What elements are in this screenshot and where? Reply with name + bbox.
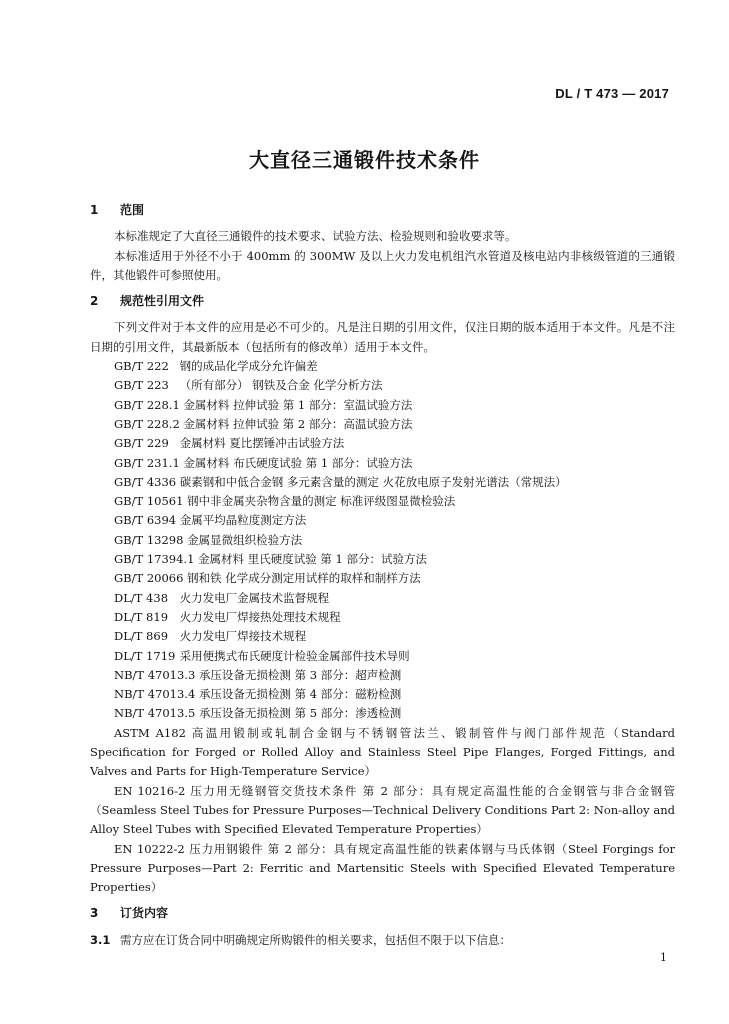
reference-title: 金属材料 里氏硬度试验 第 1 部分：试验方法 <box>198 552 427 567</box>
document-title: 大直径三通锻件技术条件 <box>249 148 480 172</box>
reference-title: 承压设备无损检测 第 5 部分：渗透检测 <box>198 706 402 721</box>
reference-title: 金属显微组织检验方法 <box>187 532 303 547</box>
reference-item <box>90 531 675 550</box>
reference-title: 钢和铁 化学成分测定用试样的取样和制样方法 <box>187 571 421 586</box>
reference-item <box>90 492 675 511</box>
reference-item <box>90 550 675 569</box>
reference-code: DL/T 819 <box>114 609 169 624</box>
section-number: 2 <box>90 294 99 309</box>
reference-list <box>90 357 675 724</box>
section-title: 规范性引用文件 <box>120 294 205 309</box>
reference-title: （所有部分） 钢铁及合金 化学分析方法 <box>179 378 383 393</box>
reference-title: 承压设备无损检测 第 3 部分：超声检测 <box>198 667 402 682</box>
reference-title: 钢的成品化学成分允许偏差 <box>179 359 318 374</box>
reference-title: 火力发电厂金属技术监督规程 <box>179 590 330 605</box>
reference-code: GB/T 222 <box>114 359 169 374</box>
reference-item <box>90 376 675 395</box>
reference-code: GB/T 228.1 <box>114 397 180 412</box>
reference-code: GB/T 20066 <box>114 571 184 586</box>
section-2-heading <box>90 292 675 311</box>
reference-item <box>90 357 675 376</box>
clause-text: 需方应在订货合同中明确规定所购锻件的相关要求，包括但不限于以下信息： <box>120 932 511 947</box>
section-title: 订货内容 <box>120 906 169 921</box>
reference-item <box>90 454 675 473</box>
reference-code: NB/T 47013.3 <box>114 667 196 682</box>
reference-title: 火力发电厂焊接热处理技术规程 <box>179 609 341 624</box>
reference-title: 承压设备无损检测 第 4 部分：磁粉检测 <box>198 687 402 702</box>
section-number: 1 <box>90 203 99 217</box>
reference-code: GB/T 10561 <box>114 494 184 509</box>
section-number: 3 <box>90 906 99 921</box>
reference-item <box>90 589 675 608</box>
reference-item <box>90 415 675 434</box>
reference-item <box>90 396 675 415</box>
reference-item <box>90 627 675 646</box>
reference-item <box>90 647 675 666</box>
reference-title: 金属材料 布氏硬度试验 第 1 部分：试验方法 <box>183 455 413 470</box>
reference-code: GB/T 6394 <box>114 513 177 528</box>
clause-3-1 <box>90 931 675 950</box>
section-3-heading <box>90 904 675 923</box>
reference-title: 采用便携式布氏硬度计检验金属部件技术导则 <box>179 648 410 663</box>
reference-code: GB/T 4336 <box>114 474 177 489</box>
reference-item <box>90 511 675 530</box>
document-body <box>90 201 675 950</box>
clause-number: 3.1 <box>90 932 111 947</box>
reference-title: 金属材料 拉伸试验 第 1 部分：室温试验方法 <box>183 397 413 412</box>
section-1-heading <box>90 201 675 220</box>
reference-title: 金属材料 夏比摆锤冲击试验方法 <box>179 436 345 451</box>
reference-code: DL/T 438 <box>114 590 169 605</box>
reference-title: 金属材料 拉伸试验 第 2 部分：高温试验方法 <box>183 416 413 431</box>
reference-item <box>90 569 675 588</box>
reference-astm-a182: ASTM A182 高温用锻制或轧制合金钢与不锈钢管法兰、锻制管件与阀门部件规范（Standard Specification for Forged or Rolled Alloy and Stainless Steel Pipe Flanges, Forged Fittings, and Valves and Parts for High-Temperature Service） <box>90 725 675 779</box>
reference-code: GB/T 17394.1 <box>114 552 195 567</box>
reference-item <box>90 666 675 685</box>
standard-code: DL / T 473 — 2017 <box>555 86 669 101</box>
reference-code: GB/T 229 <box>114 436 169 451</box>
reference-title: 钢中非金属夹杂物含量的测定 标准评级图显微检验法 <box>187 494 456 509</box>
reference-item <box>90 434 675 453</box>
reference-title: 碳素钢和中低合金钢 多元素含量的测定 火花放电原子发射光谱法（常规法） <box>179 474 567 489</box>
reference-item <box>90 473 675 492</box>
reference-item <box>90 704 675 723</box>
reference-code: GB/T 231.1 <box>114 455 180 470</box>
reference-en-10222-2: EN 10222-2 压力用钢锻件 第 2 部分：具有规定高温性能的铁素体钢与马氏体钢（Steel Forgings for Pressure Purposes—Part 2: Ferritic and Martensitic Steels with Specified Elevated Temperature Properties） <box>90 841 675 895</box>
section-title: 范围 <box>120 203 145 217</box>
reference-code: DL/T 1719 <box>114 648 176 663</box>
reference-code: GB/T 228.2 <box>114 416 180 431</box>
references-intro: 下列文件对于本文件的应用是必不可少的。凡是注日期的引用文件，仅注日期的版本适用于本文件。凡是不注日期的引用文件，其最新版本（包括所有的修改单）适用于本文件。 <box>90 320 675 354</box>
reference-code: NB/T 47013.5 <box>114 706 196 721</box>
reference-title: 金属平均晶粒度测定方法 <box>179 513 307 528</box>
reference-code: GB/T 223 <box>114 378 169 393</box>
scope-paragraph-1: 本标准规定了大直径三通锻件的技术要求、试验方法、检验规则和验收要求等。 <box>114 229 517 244</box>
scope-paragraph-2: 本标准适用于外径不小于 400mm 的 300MW 及以上火力发电机组汽水管道及核电站内非核级管道的三通锻件，其他锻件可参照使用。 <box>90 248 675 282</box>
reference-code: NB/T 47013.4 <box>114 687 196 702</box>
reference-item <box>90 608 675 627</box>
reference-en-10216-2: EN 10216-2 压力用无缝钢管交货技术条件 第 2 部分：具有规定高温性能的合金钢管与非合金钢管（Seamless Steel Tubes for Pressure Purposes—Technical Delivery Conditions Part 2: Non-alloy and Alloy Steel Tubes with Specified Elevated Temperature Properties） <box>90 783 675 837</box>
reference-code: GB/T 13298 <box>114 532 184 547</box>
reference-code: DL/T 869 <box>114 629 169 644</box>
reference-item <box>90 685 675 704</box>
reference-title: 火力发电厂焊接技术规程 <box>179 629 307 644</box>
page-number: 1 <box>660 951 667 964</box>
